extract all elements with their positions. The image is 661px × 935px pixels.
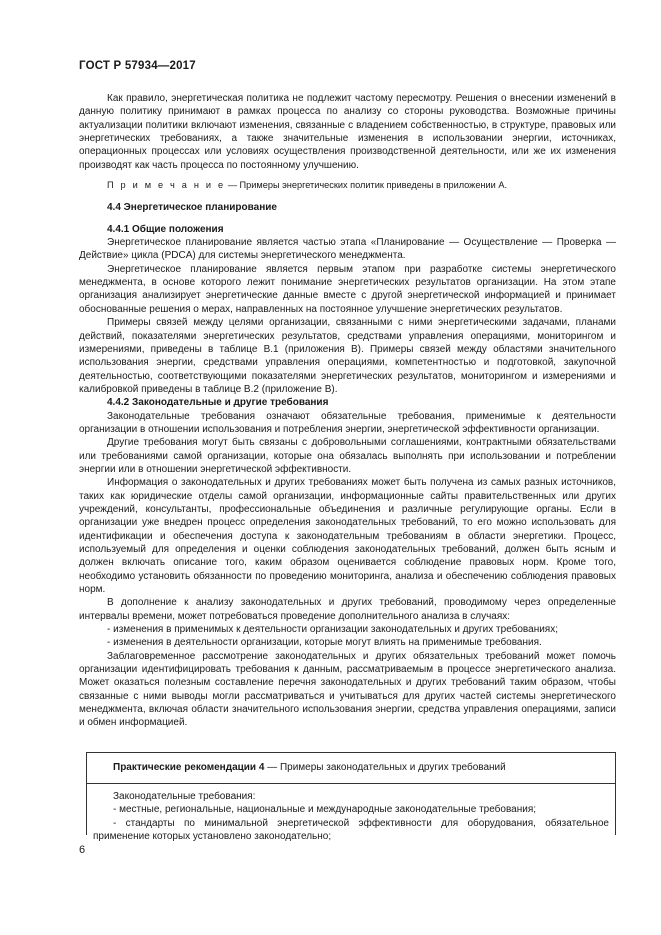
paragraph: Законодательные требования означают обязательные требования, применимые к деятельности организации в отношении использования и потребления энергии, энергетической эффективности организации. <box>79 410 616 435</box>
intro-paragraph: Как правило, энергетическая политика не подлежит частому пересмотру. Решения о внесении изменений в данную политику принимают в рамках процесса по анализу со стороны руководства. Возможные причины актуализации политики включают изменения, связанные с владением собственностью, в структуре, правовых или энергетических требованиях, а также значительные изменения в использовании энергии, источниках, операционных процессах или условиях осуществления производственной деятельности, или же их изменения производят как часть процесса по постоянному улучшению. <box>79 93 616 171</box>
box-title-bold: Практические рекомендации 4 <box>113 762 265 773</box>
paragraph: В дополнение к анализу законодательных и других требований, проводимому через определенные интервалы времени, может потребоваться проведение дополнительного анализа в случаях: <box>79 597 616 622</box>
paragraph: Энергетическое планирование является частью этапа «Планирование — Осуществление — Проверка — Действие» цикла (PDCA) для системы энергетического менеджмента. <box>79 237 616 262</box>
paragraph: Примеры связей между целями организации, связанными с ними энергетическими задачами, планами действий, показателями энергетических результатов, средствами управления операциями, мониторингом и измерениями, приведены в таблице В.1 (приложения В). Примеры связей между областями значительного использования энергии, средствами управления операциями, компетентностью и подготовкой, закупочной деятельностью, соответствующими показателями энергетических результатов, мониторингом и измерениями и калибровкой приведены в таблице В.2 (приложение В). <box>79 317 616 395</box>
box-body <box>87 784 615 844</box>
paragraph: Другие требования могут быть связаны с добровольными соглашениями, контрактными обязательствами или требованиями самой организации, которые она обязалась выполнять при использовании и потреблении энергии или в отношении энергетической эффективности. <box>79 437 616 475</box>
paragraph: Информация о законодательных и других требованиях может быть получена из самых разных источников, таких как юридические отделы самой организации, информационные сайты правительственных или других учреждений, консультанты, профессиональные объединения и различные регулирующие органы. Если в организации уже внедрен процесс определения законодательных требований, то его можно использовать для идентификации и обеспечения доступа к законодательным требованиям в области энергетики. Процесс, используемый для определения и оценки соблюдения законодательных требований, должен быть ясным и должен включать описание того, каким образом оценивается соблюдение правовых норм. Кроме того, необходимо установить обязанности по проведению мониторинга, анализа и обеспечению соблюдения правовых норм. <box>79 477 616 596</box>
practical-recommendations-box <box>86 752 616 843</box>
box-line: Законодательные требования: <box>113 790 256 802</box>
document-header: ГОСТ Р 57934—2017 <box>79 60 196 72</box>
list-item: - изменения в применимых к деятельности организации законодательных и других требованиях; <box>107 624 558 636</box>
paragraph: Энергетическое планирование является первым этапом при разработке системы энергетического менеджмента, в основе которого лежит понимание энергетических результатов организации. На этом этапе организация анализирует энергетические данные вместе с другой энергетической информацией и принимает обоснованные решения о мерах, направленных на постоянное улучшение энергетических результатов. <box>79 263 616 315</box>
note-text: — Примеры энергетических политик приведены в приложении А. <box>225 180 507 191</box>
box-line: - местные, региональные, национальные и международные законодательные требования; <box>113 804 537 816</box>
subsection-heading-4-4-2: 4.4.2 Законодательные и другие требования <box>107 397 329 409</box>
subsection-heading-4-4-1: 4.4.1 Общие положения <box>107 223 224 235</box>
page-number: 6 <box>79 844 86 856</box>
document-body <box>79 92 616 730</box>
list-item: - изменения в деятельности организации, которые могут влиять на применимые требования. <box>107 637 542 649</box>
box-title-rest: — Примеры законодательных и других требований <box>264 762 506 773</box>
section-heading-4-4: 4.4 Энергетическое планирование <box>107 202 277 214</box>
box-line: - стандарты по минимальной энергетической эффективности для оборудования, обязательное применение которых установлено законодательно; <box>93 817 609 843</box>
paragraph: Заблаговременное рассмотрение законодательных и других обязательных требований может помочь организации идентифицировать требования к данным, рассматриваемым в процессе энергетического анализа. Может оказаться полезным составление перечня законодательных и других требований таким образом, чтобы связанные с ними выводы могли рассматриваться и учитываться для других частей системы энергетического менеджмента, включая области значительного использования энергии, средства управления операциями, записи и обмен информацией. <box>79 650 616 729</box>
note-paragraph <box>79 179 616 192</box>
note-label: П р и м е ч а н и е <box>107 180 226 191</box>
box-title <box>87 753 615 784</box>
